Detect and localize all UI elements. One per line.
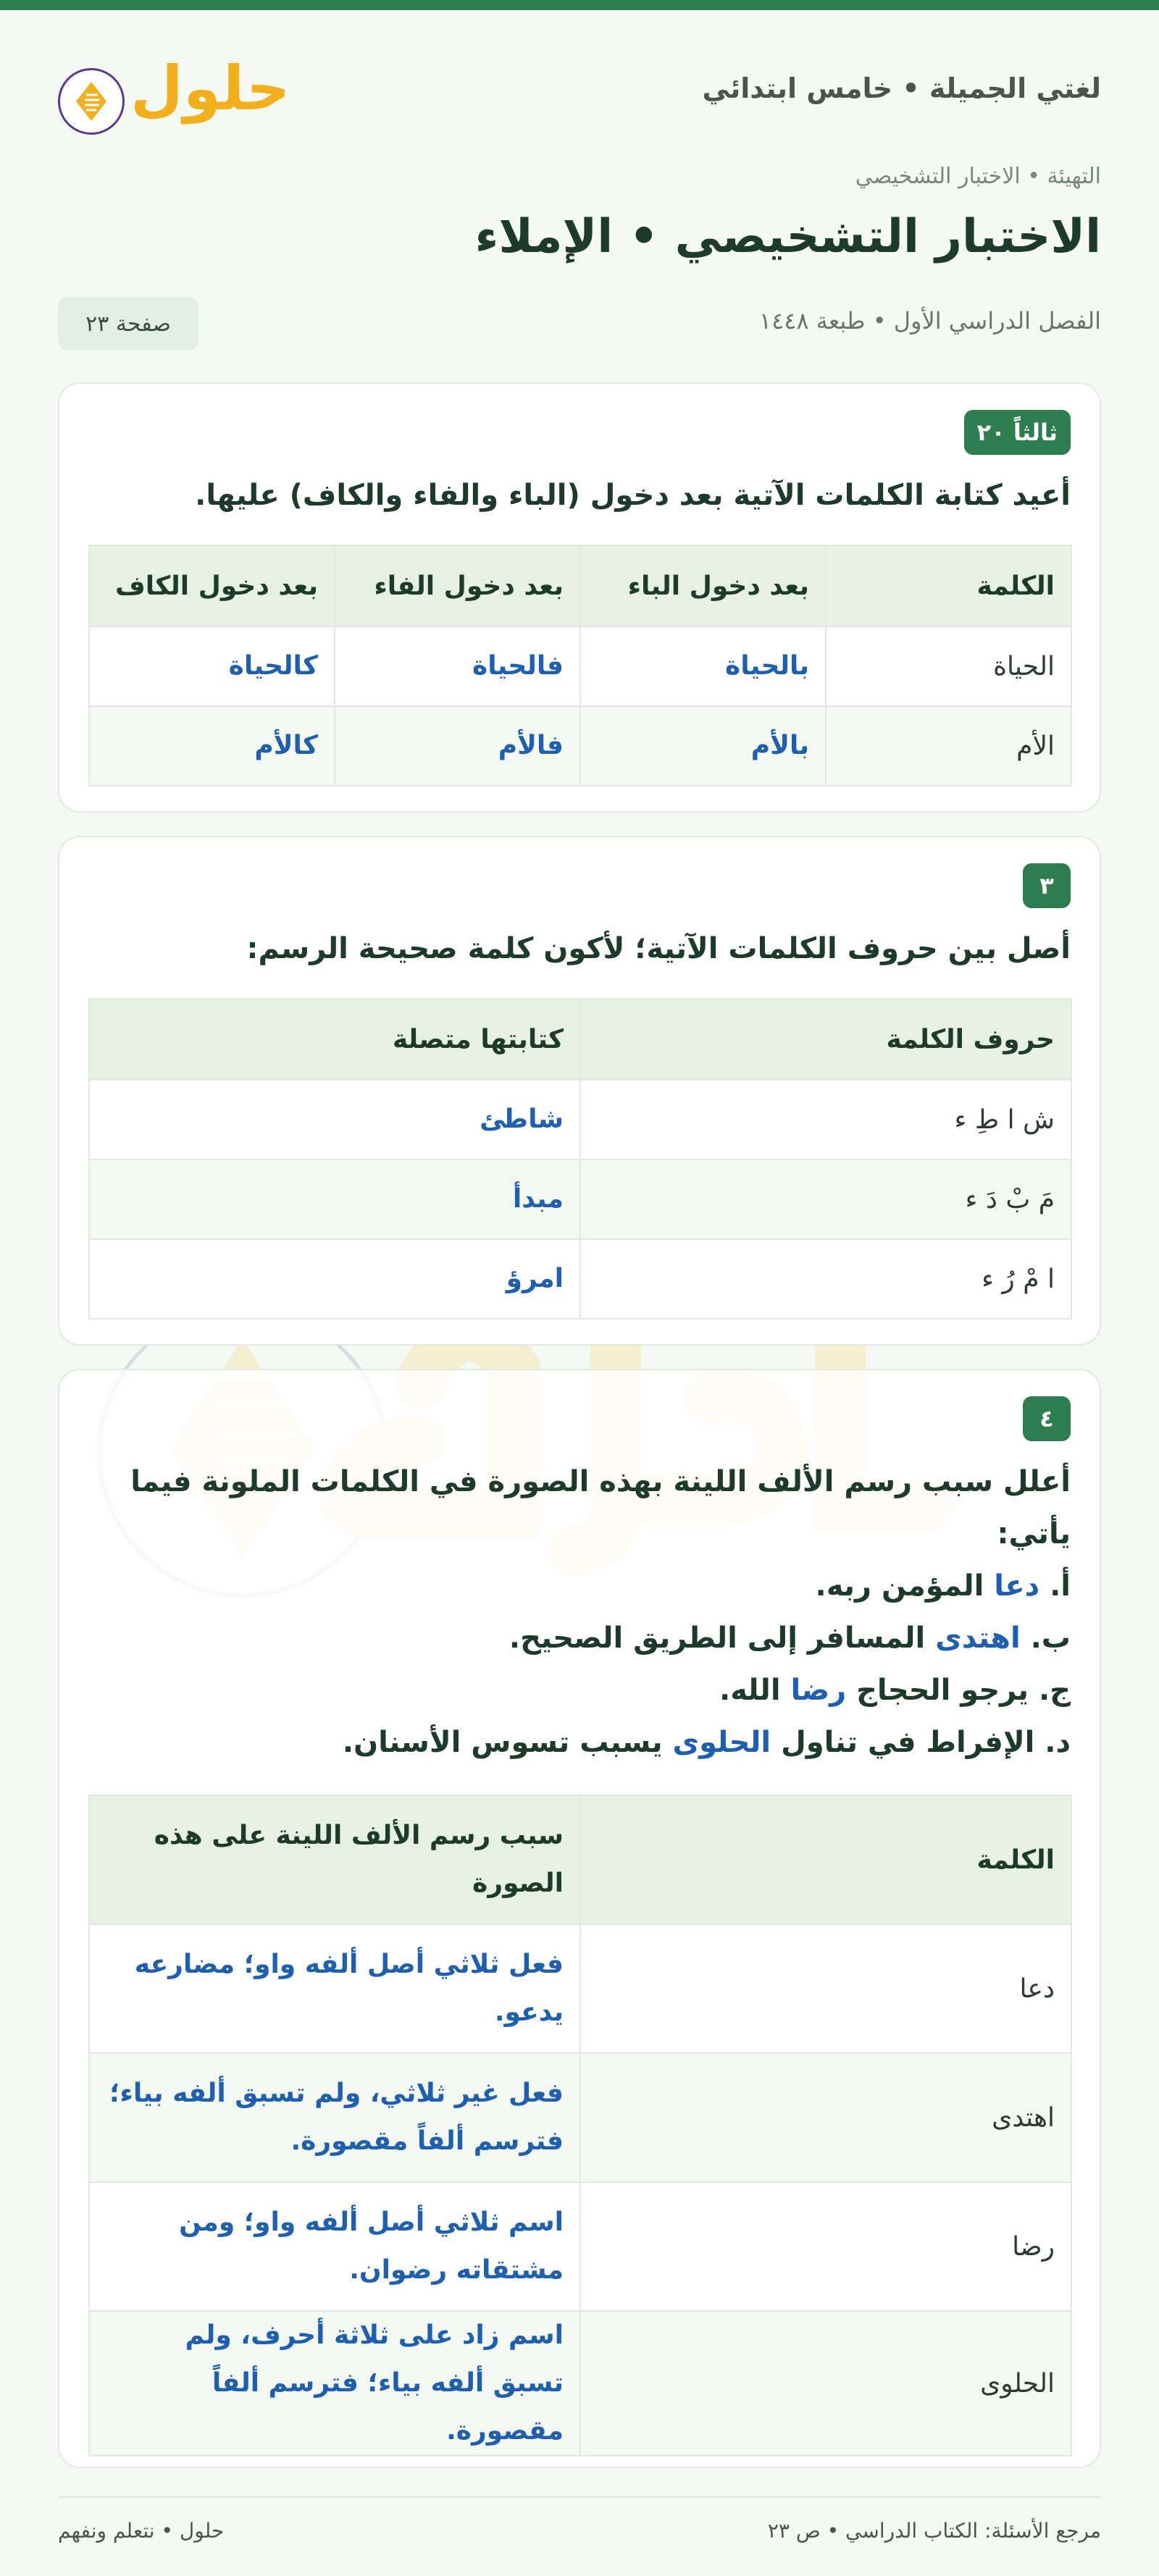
footer-brand: حلول • نتعلم ونفهم (58, 2519, 225, 2543)
table-cell-answer: فعل ثلاثي أصل ألفه واو؛ مضارعه يدعو. (89, 1924, 580, 2053)
column-header: بعد دخول الباء (580, 545, 826, 626)
table-cell-answer: اسم ثلاثي أصل ألفه واو؛ ومن مشتقاته رضوان. (89, 2182, 580, 2311)
table-cell-word: الحياة (826, 626, 1071, 706)
table-row (89, 2182, 1071, 2311)
column-header: بعد دخول الفاء (335, 545, 580, 626)
table-row (89, 626, 1071, 706)
table-cell-answer: فالأم (335, 706, 580, 786)
column-header: حروف الكلمة (580, 999, 1071, 1080)
table-cell-answer: كالأم (89, 706, 335, 786)
question-number-badge: ثالثاً ٢٠ (964, 410, 1071, 455)
table-cell-word: دعا (580, 1924, 1071, 2053)
site-logo[interactable] (58, 52, 290, 133)
question-card-4 (58, 1369, 1101, 2468)
example-sentence: أ. دعا المؤمن ربه. (815, 1569, 1071, 1603)
table-cell-answer: بالأم (580, 706, 826, 786)
table-cell-answer: امرؤ (89, 1239, 580, 1319)
table-cell-word: اهتدى (580, 2053, 1071, 2182)
column-header: بعد دخول الكاف (89, 545, 335, 626)
table-cell-letters: مَ بْ دَ ء (580, 1159, 1071, 1239)
book-title: لغتي الجميلة • خامس ابتدائي (702, 72, 1101, 104)
question-number-badge: ٤ (1023, 1396, 1071, 1441)
answer-table (88, 998, 1072, 1320)
table-row (89, 1159, 1071, 1239)
table-cell-answer: بالحياة (580, 626, 826, 706)
answer-table (88, 545, 1072, 786)
question-prompt: أعيد كتابة الكلمات الآتية بعد دخول (الباء والفاء والكاف) عليها. (195, 479, 1071, 512)
table-cell-word: الأم (826, 706, 1071, 786)
column-header: سبب رسم الألف اللينة على هذه الصورة (89, 1795, 580, 1924)
table-cell-answer: اسم زاد على ثلاثة أحرف، ولم تسبق ألفه بياء؛ فترسم ألفاً مقصورة. (89, 2311, 580, 2456)
table-row (89, 1924, 1071, 2053)
logo-wordmark: حلول (130, 53, 290, 124)
table-cell-answer: فالحياة (335, 626, 580, 706)
table-cell-word: الحلوى (580, 2311, 1071, 2456)
table-row (89, 2311, 1071, 2456)
table-row (89, 1239, 1071, 1319)
highlighted-word: رضا (790, 1674, 847, 1707)
table-cell-word: رضا (580, 2182, 1071, 2311)
table-row (89, 706, 1071, 786)
page-title: الاختبار التشخيصي • الإملاء (474, 210, 1101, 264)
highlighted-word: اهتدى (935, 1621, 1021, 1655)
table-row (89, 2053, 1071, 2182)
table-row (89, 1080, 1071, 1159)
footer-divider (58, 2496, 1101, 2498)
example-sentence: ج. يرجو الحجاج رضا الله. (719, 1674, 1071, 1707)
column-header: الكلمة (580, 1795, 1071, 1924)
top-accent-bar (0, 0, 1159, 10)
example-sentence: ب. اهتدى المسافر إلى الطريق الصحيح. (509, 1621, 1071, 1655)
question-prompt: أصل بين حروف الكلمات الآتية؛ لأكون كلمة صحيحة الرسم: (246, 932, 1071, 965)
table-cell-answer: فعل غير ثلاثي، ولم تسبق ألفه بياء؛ فترسم ألفاً مقصورة. (89, 2053, 580, 2182)
page-number-badge: صفحة ٢٣ (58, 297, 198, 351)
table-header-row (89, 1795, 1071, 1924)
logo-book-icon (58, 68, 125, 135)
column-header: الكلمة (826, 545, 1071, 626)
question-prompt (85, 1456, 1071, 1769)
table-cell-letters: ش ا طِ ء (580, 1080, 1071, 1159)
breadcrumb: التهيئة • الاختبار التشخيصي (855, 164, 1101, 189)
highlighted-word: الحلوى (672, 1726, 771, 1759)
table-cell-answer: مبدأ (89, 1159, 580, 1239)
table-cell-answer: كالحياة (89, 626, 335, 706)
prompt-line: أعلل سبب رسم الألف اللينة بهذه الصورة في الكلمات الملونة فيما (130, 1465, 1071, 1498)
highlighted-word: دعا (994, 1569, 1040, 1603)
table-cell-letters: ا مْ رُ ء (580, 1239, 1071, 1319)
prompt-line: يأتي: (997, 1517, 1071, 1551)
example-sentence: د. الإفراط في تناول الحلوى يسبب تسوس الأسنان. (342, 1726, 1071, 1759)
term-edition: الفصل الدراسي الأول • طبعة ١٤٤٨ (758, 307, 1101, 335)
question-card-20 (58, 382, 1101, 813)
table-header-row (89, 999, 1071, 1080)
answer-table (88, 1795, 1072, 2457)
footer-reference: مرجع الأسئلة: الكتاب الدراسي • ص ٢٣ (767, 2519, 1101, 2543)
question-card-3 (58, 836, 1101, 1346)
page-header (58, 46, 1101, 140)
question-number-badge: ٣ (1023, 863, 1071, 908)
column-header: كتابتها متصلة (89, 999, 580, 1080)
table-cell-answer: شاطئ (89, 1080, 580, 1159)
table-header-row (89, 545, 1071, 626)
